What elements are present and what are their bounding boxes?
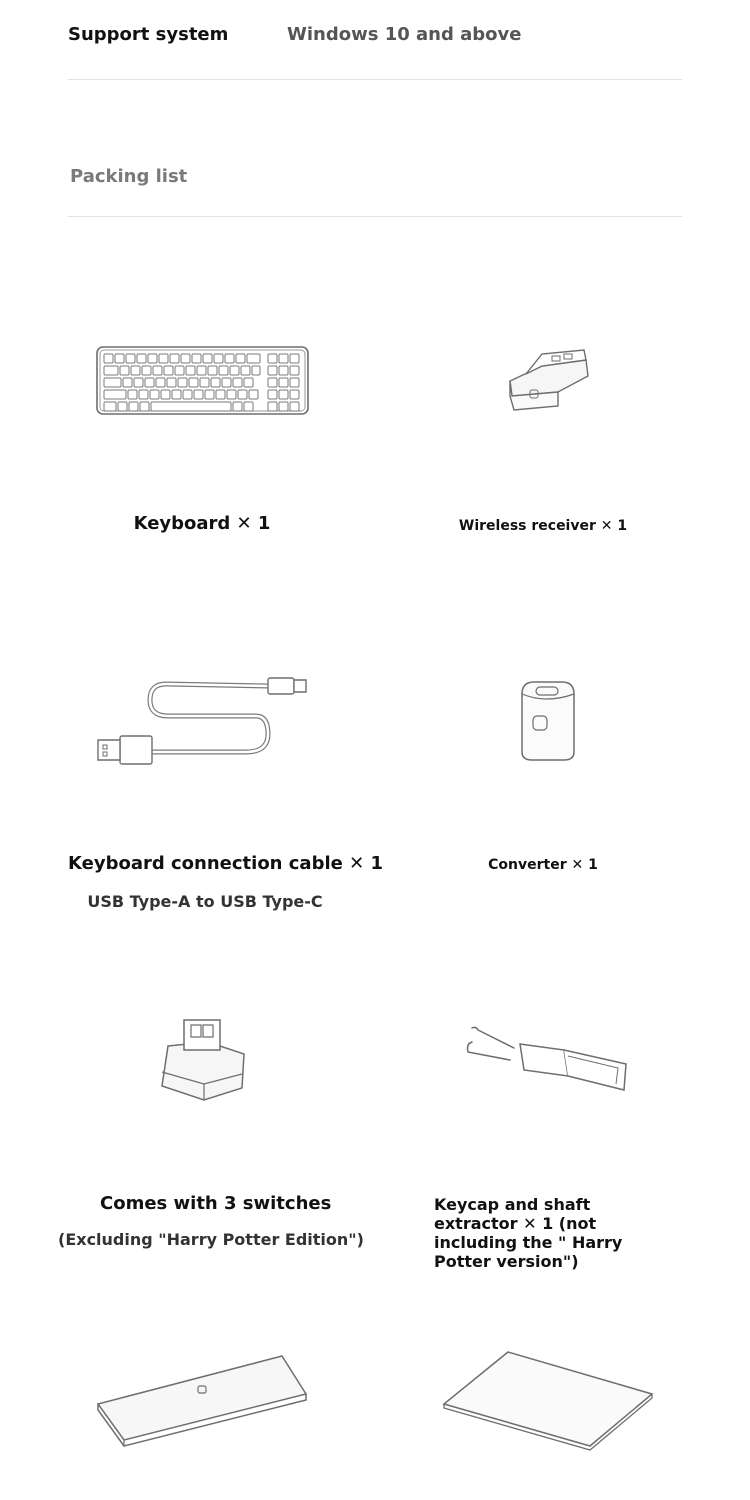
keycap-puller-icon [464,1026,630,1096]
packing-list-title: Packing list [70,166,188,187]
divider [68,79,682,80]
usb-cable-icon [96,676,310,766]
manual-icon [440,1350,656,1450]
wrist-rest-icon [96,1354,310,1446]
divider [68,216,682,217]
item-caption: Keycap and shaft extractor ✕ 1 (not including the " Harry Potter version") [434,1195,623,1271]
item-caption: Keyboard connection cable ✕ 1 [68,853,383,874]
converter-icon [518,680,576,762]
usb-receiver-icon [506,348,590,412]
item-caption: Converter ✕ 1 [488,857,598,873]
item-caption: Keyboard ✕ 1 [133,513,271,534]
support-system-label: Support system [68,24,229,45]
item-caption: Comes with 3 switches [100,1193,332,1214]
item-note: (Excluding "Harry Potter Edition") [58,1230,364,1249]
item-caption: Wireless receiver ✕ 1 [458,518,628,534]
support-system-value: Windows 10 and above [287,24,522,45]
item-note: USB Type-A to USB Type-C [87,892,323,911]
keyboard-icon [96,346,310,416]
switch-icon [158,1016,248,1104]
